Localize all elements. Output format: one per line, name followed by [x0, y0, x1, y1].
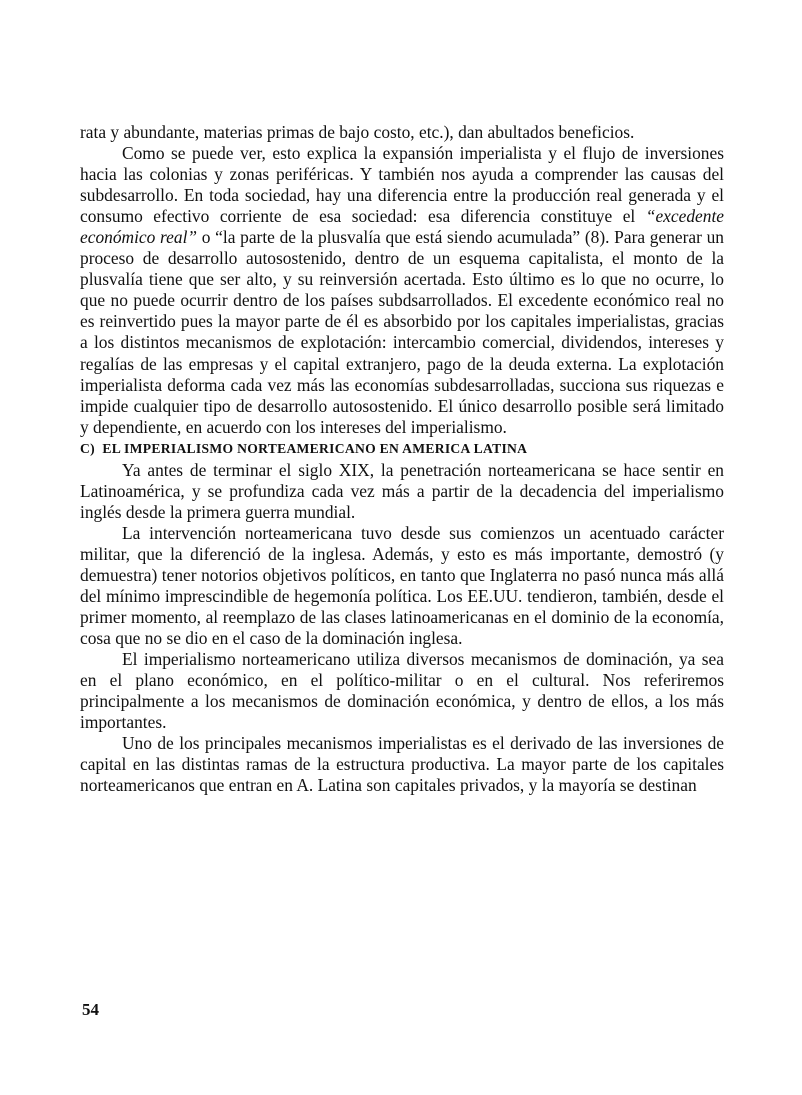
page-body	[80, 122, 724, 796]
paragraph-intervencion: La intervención norteamericana tuvo desde sus comienzos un acentuado carácter militar, que la diferenció de la inglesa. Además, y esto es más importante, demostró (y demuestra) tener notorios objetivos políticos, en tanto que Inglaterra no pasó nunca más allá del mínimo imprescindible de hegemonía política. Los EE.UU. tendieron, también, desde el primer momento, al reemplazo de las clases latinoamericanas en el dominio de la economía, cosa que no se dio en el caso de la dominación inglesa.	[80, 522, 724, 649]
paragraph-excedente	[80, 143, 724, 438]
paragraph-penetracion: Ya antes de terminar el siglo XIX, la penetración norteamericana se hace sentir en Latinoamérica, y se profundiza cada vez más a partir de la decadencia del imperialismo inglés desde la primera guerra mundial.	[80, 459, 724, 522]
section-letter: C)	[80, 440, 95, 456]
page-number: 54	[82, 1000, 99, 1019]
paragraph-excedente-text-start: Como se puede ver, esto explica la expansión imperialista y el flujo de inversiones hacia las colonias y zonas periféricas. Y también nos ayuda a comprender las causas del subdesarrollo. En toda sociedad, hay una diferencia entre la producción real generada y el consumo efectivo corriente de esa sociedad: esa diferencia constituye el	[80, 143, 724, 227]
section-heading	[80, 438, 724, 460]
italic-term: “excedente económico real”	[80, 206, 724, 248]
paragraph-mecanismos: El imperialismo norteamericano utiliza diversos mecanismos de dominación, ya sea en el plano económico, en el político-militar o en el cultural. Nos referiremos principalmente a los mecanismos de dominación económica, y dentro de ellos, a los más importantes.	[80, 649, 724, 733]
paragraph-excedente-text-end: o “la parte de la plusvalía que está siendo acumulada” (8). Para generar un proceso de desarrollo autosostenido, dentro de un esquema capitalista, el monto de la plusvalía tiene que ser alto, y su reinversión acertada. Esto último es lo que no ocurre, lo que no puede ocurrir dentro de los países subdsarrollados. El excedente económico real no es reinvertido pues la mayor parte de él es absorbido por los capitales imperialistas, gracias a los distintos mecanismos de explotación: intercambio comercial, dividendos, intereses y regalías de las empresas y el capital extranjero, pago de la deuda externa. La explotación imperialista deforma cada vez más las economías subdesarrolladas, succiona sus riquezas e impide cualquier tipo de desarrollo autosostenido. El único desarrollo posible será limitado y dependiente, en acuerdo con los intereses del imperialismo.	[80, 227, 724, 437]
paragraph-inversiones: Uno de los principales mecanismos imperialistas es el derivado de las inversiones de capital en las distintas ramas de la estructura productiva. La mayor parte de los capitales norteamericanos que entran en A. Latina son capitales privados, y la mayoría se destinan	[80, 733, 724, 796]
paragraph-continuation: rata y abundante, materias primas de bajo costo, etc.), dan abultados beneficios.	[80, 122, 635, 142]
section-title: EL IMPERIALISMO NORTEAMERICANO EN AMERICA LATINA	[102, 440, 528, 456]
